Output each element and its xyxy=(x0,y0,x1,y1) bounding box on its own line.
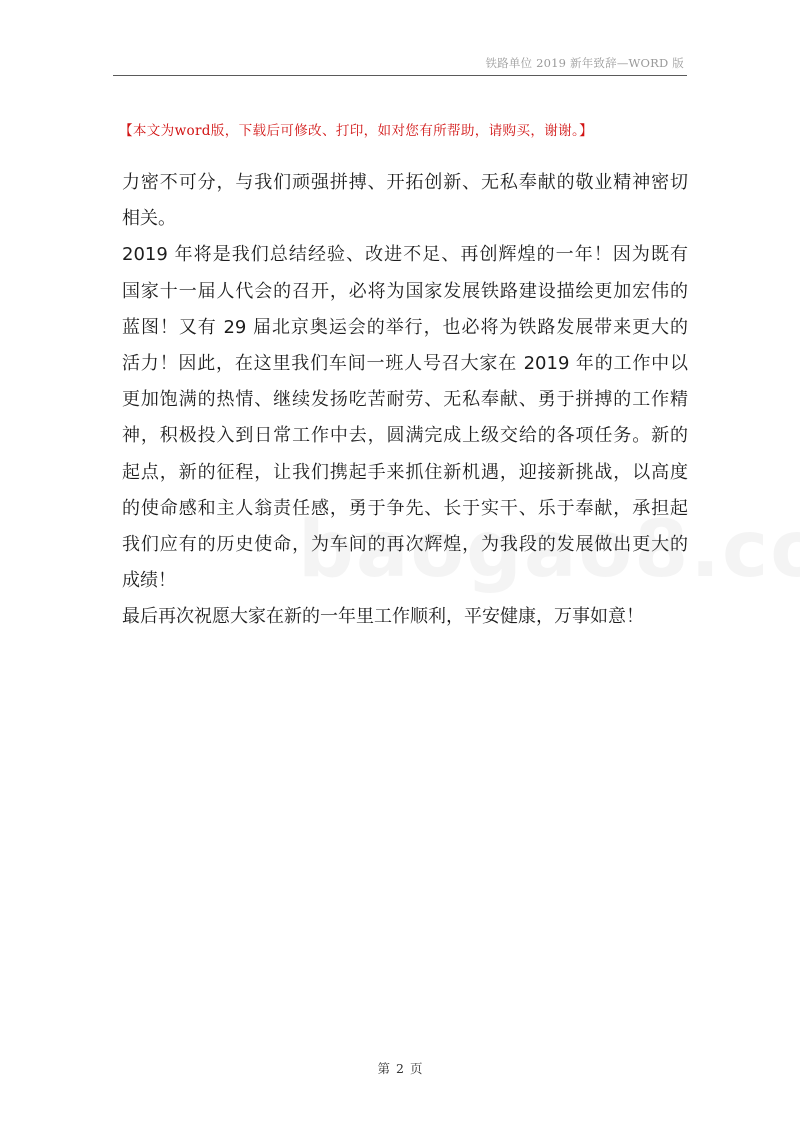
text-line: 最后再次祝愿大家在新的一年里工作顺利，平安健康，万事如意！ xyxy=(122,606,644,628)
text-line: 成绩！ xyxy=(122,570,176,592)
page-header-title: 铁路单位 2019 新年致辞—WORD 版 xyxy=(485,56,684,70)
paragraph-3 xyxy=(122,599,688,635)
page-number: 2 xyxy=(396,1061,404,1076)
page-prefix: 第 xyxy=(377,1061,391,1076)
paragraph-1 xyxy=(122,165,688,237)
text-line: 的使命感和主人翁责任感，勇于争先、长于实干、乐于奉献，承担起 xyxy=(122,497,688,519)
text-line: 起点，新的征程，让我们携起手来抓住新机遇，迎接新挑战，以高度 xyxy=(122,461,688,483)
text-line: 相关。 xyxy=(122,208,176,230)
text-line: 国家十一届人代会的召开，必将为国家发展铁路建设描绘更加宏伟的 xyxy=(122,280,688,302)
header-divider xyxy=(113,75,687,76)
purchase-notice: 【本文为word版，下载后可修改、打印，如对您有所帮助，请购买，谢谢。】 xyxy=(119,123,594,139)
text-line: 神，积极投入到日常工作中去，圆满完成上级交给的各项任务。新的 xyxy=(122,425,688,447)
page-footer xyxy=(0,1059,800,1077)
paragraph-2 xyxy=(122,237,688,599)
text-line: 我们应有的历史使命，为车间的再次辉煌，为我段的发展做出更大的 xyxy=(122,533,688,555)
page-suffix: 页 xyxy=(409,1061,423,1076)
text-line: 力密不可分，与我们顽强拼搏、开拓创新、无私奉献的敬业精神密切 xyxy=(122,172,688,193)
text-line: 2019 年将是我们总结经验、改进不足、再创辉煌的一年！因为既有 xyxy=(122,244,688,266)
text-line: 更加饱满的热情、继续发扬吃苦耐劳、无私奉献、勇于拼搏的工作精 xyxy=(122,389,688,411)
text-line: 活力！因此，在这里我们车间一班人号召大家在 2019 年的工作中以 xyxy=(122,352,688,374)
text-line: 蓝图！又有 29 届北京奥运会的举行，也必将为铁路发展带来更大的 xyxy=(122,316,688,338)
document-body xyxy=(122,165,688,635)
